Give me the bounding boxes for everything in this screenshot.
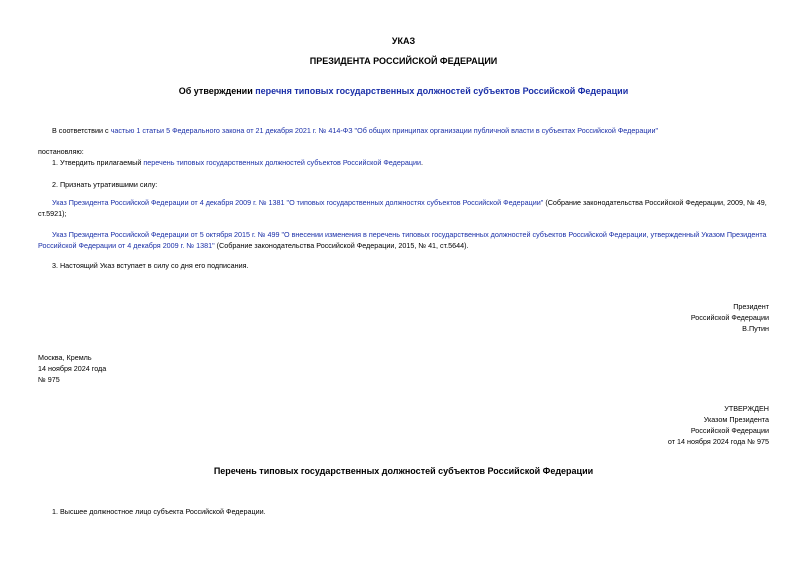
- preamble-paragraph: [52, 125, 658, 136]
- signature-name: В.Путин: [742, 324, 769, 333]
- approval-line-3: Российской Федерации: [690, 426, 769, 435]
- about-prefix: Об утверждении: [178, 86, 256, 96]
- place-city: Москва, Кремль: [38, 353, 92, 362]
- item-1: [52, 157, 423, 168]
- document-title: УКАЗ: [391, 36, 416, 46]
- item-2: 2. Признать утратившими силу:: [52, 180, 158, 189]
- approval-line-4: от 14 ноября 2024 года № 975: [667, 437, 769, 446]
- item-1-suffix: .: [420, 158, 423, 167]
- list-appendix-link[interactable]: перечень типовых государственных должностей субъектов Российской Федерации: [143, 158, 421, 167]
- item-2b: [38, 229, 769, 251]
- decree-word: постановляю:: [38, 147, 84, 156]
- about-link[interactable]: перечня типовых государственных должностей субъектов Российской Федерации: [255, 86, 629, 96]
- appendix-item-1: 1. Высшее должностное лицо субъекта Российской Федерации.: [52, 507, 266, 516]
- document-about: [0, 86, 807, 96]
- signature-line-1: Президент: [733, 302, 769, 311]
- item-3: 3. Настоящий Указ вступает в силу со дня его подписания.: [52, 261, 249, 270]
- federal-law-link[interactable]: частью 1 статьи 5 Федерального закона от 21 декабря 2021 г. № 414-ФЗ "Об общих принципах организации публичной власти в субъектах Российской Федерации": [110, 126, 659, 135]
- item-2b-suffix: (Собрание законодательства Российской Федерации, 2015, № 41, ст.5644).: [214, 241, 469, 250]
- place-number: № 975: [38, 375, 60, 384]
- approval-line-2: Указом Президента: [703, 415, 769, 424]
- preamble-prefix: В соответствии с: [52, 126, 111, 135]
- place-date: 14 ноября 2024 года: [38, 364, 107, 373]
- approval-line-1: УТВЕРЖДЕН: [724, 404, 769, 413]
- document-subtitle: ПРЕЗИДЕНТА РОССИЙСКОЙ ФЕДЕРАЦИИ: [309, 56, 498, 66]
- item-2a-suffix: (Собрание законодательства Российской Федерации, 2009, № 49, ст.5921);: [38, 198, 767, 218]
- item-1-prefix: 1. Утвердить прилагаемый: [52, 158, 144, 167]
- item-2a: [38, 197, 769, 219]
- decree-1381-link[interactable]: Указ Президента Российской Федерации от 4 декабря 2009 г. № 1381 "О типовых государственных должностях субъектов Российской Федерации": [52, 198, 544, 207]
- signature-line-2: Российской Федерации: [690, 313, 769, 322]
- decree-499-link[interactable]: Указ Президента Российской Федерации от 5 октября 2015 г. № 499 "О внесении изменения в перечень типовых государственных должностей субъектов Российской Федерации, утвержденный Указом Президента Российской Федерации от 4 декабря 2009 г. № 1381": [38, 230, 767, 250]
- appendix-title: Перечень типовых государственных должностей субъектов Российской Федерации: [213, 466, 594, 476]
